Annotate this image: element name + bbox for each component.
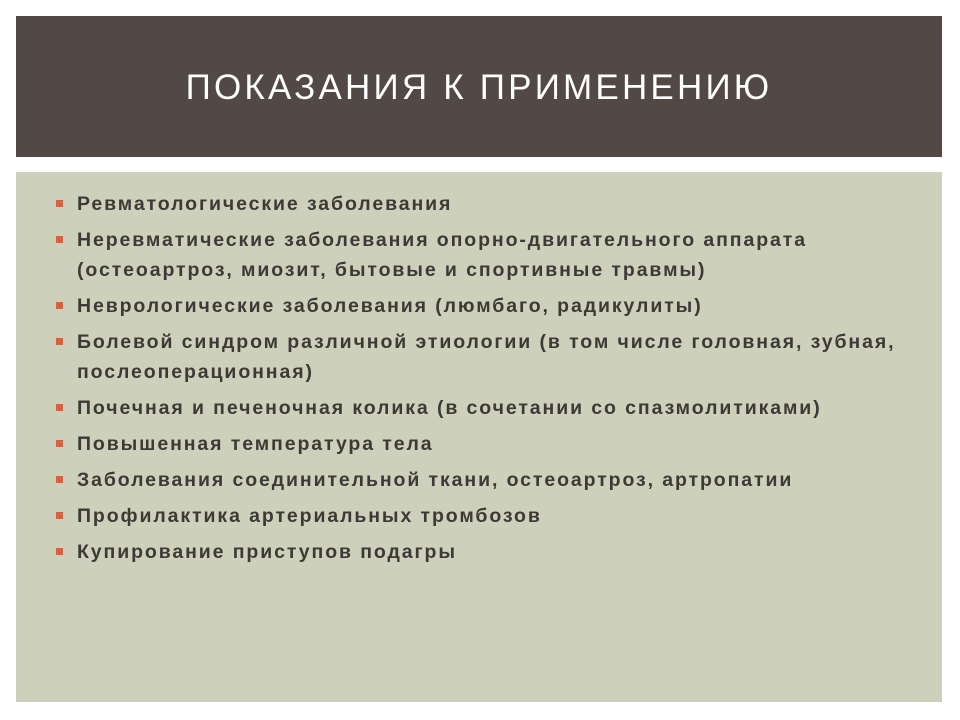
list-item-text: Заболевания соединительной ткани, остеоартроз, артропатии [77,469,794,491]
square-bullet-icon [56,302,63,309]
square-bullet-icon [56,338,63,345]
list-item-text: Купирование приступов подагры [77,541,457,563]
list-item [56,465,916,495]
title-bar [16,16,942,157]
square-bullet-icon [56,440,63,447]
list-item-text: Неврологические заболевания (люмбаго, радикулиты) [77,295,703,317]
list-item [56,429,916,459]
square-bullet-icon [56,404,63,411]
slide-title: ПОКАЗАНИЯ К ПРИМЕНЕНИЮ [185,67,773,107]
list-item [56,537,916,567]
list-item-text: Повышенная температура тела [77,433,434,455]
square-bullet-icon [56,236,63,243]
content-panel [16,172,942,702]
bullet-list [56,189,916,573]
square-bullet-icon [56,200,63,207]
list-item-text: Неревматические заболевания опорно-двигательного аппарата (остеоартроз, миозит, бытовые и спортивные травмы) [77,229,807,281]
list-item-text: Болевой синдром различной этиологии (в том числе головная, зубная, послеоперационная) [77,331,896,383]
list-item [56,291,916,321]
square-bullet-icon [56,512,63,519]
square-bullet-icon [56,476,63,483]
list-item-text: Ревматологические заболевания [77,193,453,215]
list-item-text: Почечная и печеночная колика (в сочетании со спазмолитиками) [77,397,822,419]
list-item [56,327,916,387]
list-item-text: Профилактика артериальных тромбозов [77,505,542,527]
list-item [56,393,916,423]
square-bullet-icon [56,548,63,555]
list-item [56,189,916,219]
list-item [56,501,916,531]
list-item [56,225,916,285]
